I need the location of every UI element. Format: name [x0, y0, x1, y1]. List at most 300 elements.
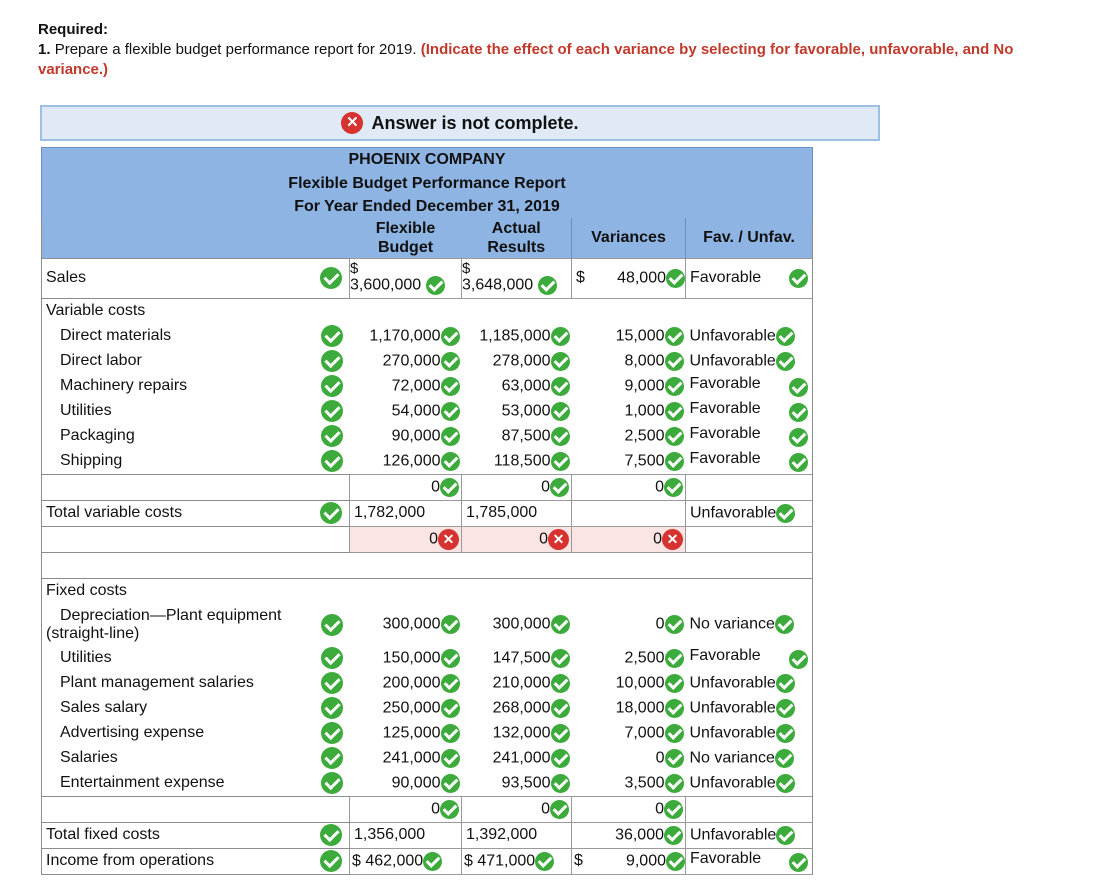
total-variable-actual [462, 500, 572, 526]
check-icon [551, 615, 570, 634]
required-number: 1. [38, 41, 51, 58]
check-icon [665, 327, 684, 346]
check-icon [665, 452, 684, 471]
fixed-actual-input[interactable] [462, 604, 572, 646]
sales-flexible-input[interactable] [350, 258, 462, 298]
check-icon [321, 375, 343, 397]
value: Favorable [689, 400, 761, 417]
check-icon [423, 852, 442, 871]
check-icon [789, 453, 808, 472]
check-icon [441, 749, 460, 768]
value: 93,500 [501, 774, 551, 792]
value: 10,000 [615, 674, 665, 692]
fixed-flexible-input[interactable] [350, 646, 462, 671]
check-icon [321, 672, 343, 694]
fixed-actual-input[interactable] [462, 696, 572, 721]
variable-variance-input[interactable] [572, 374, 686, 399]
check-icon [441, 327, 460, 346]
check-icon [775, 615, 794, 634]
check-icon [551, 452, 570, 471]
sales-effect-value: Favorable [690, 268, 762, 286]
fixed-variance-input[interactable] [572, 604, 686, 646]
dollar-sign: $ [350, 259, 359, 277]
required-heading: Required: [38, 21, 109, 38]
row-fixed-0 [42, 604, 813, 646]
value: Favorable [690, 850, 762, 867]
variable-effect-select[interactable] [686, 324, 813, 349]
value: 300,000 [382, 615, 441, 633]
value: 118,500 [493, 452, 551, 470]
fixed-effect-select[interactable] [686, 646, 813, 671]
blank-effect-select[interactable] [686, 474, 813, 500]
check-icon [666, 852, 685, 871]
variable-variance-input[interactable] [572, 449, 686, 475]
fixed-label: Entertainment expense [42, 771, 314, 797]
value: 241,000 [492, 749, 551, 767]
check-icon [538, 276, 557, 295]
check-icon [665, 615, 684, 634]
fixed-flexible-input[interactable] [350, 696, 462, 721]
check-icon [321, 747, 343, 769]
value: 0 [429, 530, 438, 548]
sales-actual-input[interactable] [462, 258, 572, 298]
total-variable-flexible [350, 500, 462, 526]
report-title: Flexible Budget Performance Report [42, 172, 813, 196]
sales-effect-select[interactable] [686, 258, 813, 298]
required-instruction: (Indicate the effect of each variance by selecting for favorable, unfavorable, and No variance.) [38, 41, 1014, 78]
row-variable-3 [42, 399, 813, 424]
sales-actual-value: 3,648,000 [462, 276, 534, 294]
row-fixed-2 [42, 671, 813, 696]
total-fixed-effect-select[interactable] [686, 822, 813, 848]
check-icon [441, 377, 460, 396]
value: 63,000 [501, 377, 551, 395]
fixed-label: Utilities [42, 646, 314, 671]
value: 0 [655, 478, 664, 496]
value: 126,000 [382, 452, 441, 470]
value: 2,500 [624, 427, 665, 445]
check-icon [775, 749, 794, 768]
value: 54,000 [391, 402, 441, 420]
check-icon [441, 724, 460, 743]
dollar-sign: $ [464, 852, 473, 870]
row-incorrect [42, 526, 813, 552]
value: Unfavorable [689, 674, 776, 692]
check-icon [665, 724, 684, 743]
variable-effect-select[interactable] [686, 374, 813, 399]
check-icon [789, 403, 808, 422]
value: 1,185,000 [479, 327, 551, 345]
sales-variance-value: 48,000 [617, 269, 666, 287]
fixed-actual-input[interactable] [462, 646, 572, 671]
incorrect-icon: ✕ [438, 529, 459, 550]
value: No variance [689, 615, 775, 633]
fixed-blank-variance-input[interactable] [572, 796, 686, 822]
value: 471,000 [477, 852, 536, 870]
variable-costs-heading: Variable costs [42, 298, 350, 324]
check-icon [666, 269, 685, 288]
sales-flexible-value: 3,600,000 [350, 276, 422, 294]
income-label: Income from operations [42, 848, 314, 874]
fixed-label: Advertising expense [42, 721, 314, 746]
check-icon [551, 327, 570, 346]
value: 150,000 [382, 649, 441, 667]
check-icon [551, 724, 570, 743]
sales-variance-input[interactable] [572, 258, 686, 298]
fixed-actual-input[interactable] [462, 721, 572, 746]
value: 147,500 [492, 649, 551, 667]
variable-actual-input[interactable] [462, 399, 572, 424]
required-task: Prepare a flexible budget performance report for 2019. [54, 41, 417, 58]
check-icon [551, 402, 570, 421]
value: Unfavorable [690, 504, 777, 522]
check-icon [441, 649, 460, 668]
fixed-actual-input[interactable] [462, 746, 572, 771]
fixed-label: Salaries [42, 746, 314, 771]
row-variable-5 [42, 449, 813, 475]
col-fav-unfav: Fav. / Unfav. [686, 218, 813, 258]
check-icon [776, 826, 795, 845]
required-text [38, 40, 1058, 80]
variable-flexible-input[interactable] [350, 449, 462, 475]
value: 3,500 [624, 774, 665, 792]
variable-actual-input[interactable] [462, 449, 572, 475]
value: 15,000 [615, 327, 665, 345]
value: 270,000 [382, 352, 441, 370]
blank-actual-input[interactable] [462, 474, 572, 500]
check-icon [789, 853, 808, 872]
dollar-sign: $ [574, 851, 583, 869]
col-flexible-budget: Flexible Budget [350, 218, 462, 258]
row-fixed-blank [42, 796, 813, 822]
value: 1,170,000 [369, 327, 441, 345]
blank-variance-input[interactable] [572, 474, 686, 500]
variable-label: Machinery repairs [42, 374, 314, 399]
check-icon [664, 478, 683, 497]
fixed-flexible-input[interactable] [350, 671, 462, 696]
check-icon [665, 402, 684, 421]
check-icon [440, 478, 459, 497]
total-variable-label: Total variable costs [42, 500, 314, 526]
row-variable-blank [42, 474, 813, 500]
performance-report-table [41, 147, 813, 875]
value: 462,000 [365, 852, 424, 870]
row-fixed-4 [42, 721, 813, 746]
check-icon [321, 450, 343, 472]
value: 90,000 [391, 774, 441, 792]
row-variable-4 [42, 424, 813, 449]
value: Favorable [689, 375, 761, 392]
total-fixed-label: Total fixed costs [42, 822, 314, 848]
value: Favorable [689, 647, 761, 664]
value: Unfavorable [690, 826, 777, 844]
variable-label: Direct materials [42, 324, 314, 349]
value: 0 [655, 800, 664, 818]
report-period: For Year Ended December 31, 2019 [42, 196, 813, 218]
value: 36,000 [615, 826, 664, 844]
row-variable-0 [42, 324, 813, 349]
check-icon [321, 400, 343, 422]
check-icon [664, 800, 683, 819]
check-icon [321, 697, 343, 719]
answer-status-banner [40, 105, 880, 141]
check-icon [426, 276, 445, 295]
row-sales [42, 258, 813, 298]
value: 132,000 [492, 724, 551, 742]
check-icon [321, 350, 343, 372]
variable-variance-input[interactable] [572, 424, 686, 449]
value: 0 [653, 530, 662, 548]
check-icon [441, 352, 460, 371]
value: 0 [541, 478, 550, 496]
value: 300,000 [492, 615, 551, 633]
check-icon [320, 267, 342, 289]
variable-effect-select[interactable] [686, 349, 813, 374]
check-icon [551, 649, 570, 668]
value: Unfavorable [689, 774, 776, 792]
fixed-blank-effect-select[interactable] [686, 796, 813, 822]
check-icon [321, 647, 343, 669]
col-actual-results: Actual Results [462, 218, 572, 258]
check-icon [321, 772, 343, 794]
variable-actual-input[interactable] [462, 324, 572, 349]
variable-effect-select[interactable] [686, 424, 813, 449]
check-icon [776, 352, 795, 371]
check-icon [440, 800, 459, 819]
check-icon [320, 850, 342, 872]
fixed-label: Depreciation—Plant equipment [60, 606, 282, 624]
fixed-effect-select[interactable] [686, 604, 813, 646]
fixed-flexible-input[interactable] [350, 604, 462, 646]
value: Favorable [689, 450, 761, 467]
check-icon [789, 269, 808, 288]
check-icon [665, 352, 684, 371]
fixed-flexible-input[interactable] [350, 746, 462, 771]
check-icon [551, 774, 570, 793]
value: 9,000 [624, 377, 665, 395]
incorrect-effect-select[interactable] [686, 526, 813, 552]
value: 1,782,000 [354, 504, 426, 521]
value: 200,000 [382, 674, 441, 692]
variable-label: Direct labor [42, 349, 314, 374]
check-icon [321, 325, 343, 347]
check-icon [551, 427, 570, 446]
variable-actual-input[interactable] [462, 349, 572, 374]
row-total-fixed [42, 822, 813, 848]
check-icon [551, 352, 570, 371]
value: 125,000 [382, 724, 441, 742]
value: No variance [689, 749, 775, 767]
check-icon [789, 428, 808, 447]
variable-flexible-input[interactable] [350, 349, 462, 374]
variable-effect-select[interactable] [686, 399, 813, 424]
variable-variance-input[interactable] [572, 399, 686, 424]
check-icon [441, 674, 460, 693]
sales-label: Sales [42, 258, 314, 298]
check-icon [441, 452, 460, 471]
variable-flexible-input[interactable] [350, 324, 462, 349]
variable-flexible-input[interactable] [350, 424, 462, 449]
check-icon [535, 852, 554, 871]
fixed-flexible-input[interactable] [350, 771, 462, 797]
income-flexible-input[interactable] [350, 848, 462, 874]
total-fixed-flexible [350, 822, 462, 848]
row-variable-2 [42, 374, 813, 399]
fixed-flexible-input[interactable] [350, 721, 462, 746]
fixed-costs-heading: Fixed costs [42, 578, 350, 604]
fixed-effect-select[interactable] [686, 671, 813, 696]
incorrect-icon: ✕ [548, 529, 569, 550]
value: Favorable [689, 425, 761, 442]
value: 210,000 [492, 674, 551, 692]
value: 1,392,000 [466, 826, 538, 843]
report-company: PHOENIX COMPANY [42, 148, 813, 173]
check-icon [776, 504, 795, 523]
value: 87,500 [501, 427, 551, 445]
check-icon [551, 674, 570, 693]
check-icon [550, 800, 569, 819]
row-fixed-3 [42, 696, 813, 721]
value: Unfavorable [689, 327, 776, 345]
variable-variance-input[interactable] [572, 324, 686, 349]
value: Unfavorable [689, 724, 776, 742]
income-effect-select[interactable] [686, 848, 813, 874]
check-icon [665, 377, 684, 396]
fixed-variance-input[interactable] [572, 746, 686, 771]
value: 72,000 [391, 377, 441, 395]
variable-actual-input[interactable] [462, 374, 572, 399]
fixed-effect-select[interactable] [686, 721, 813, 746]
value: 1,785,000 [466, 504, 538, 521]
blank-flexible-input[interactable] [350, 474, 462, 500]
total-fixed-actual [462, 822, 572, 848]
check-icon [665, 749, 684, 768]
fixed-actual-input[interactable] [462, 771, 572, 797]
value: 1,356,000 [354, 826, 426, 843]
variable-flexible-input[interactable] [350, 399, 462, 424]
fixed-variance-input[interactable] [572, 721, 686, 746]
dollar-sign: $ [352, 852, 361, 870]
value: 2,500 [624, 649, 665, 667]
value: 268,000 [492, 699, 551, 717]
value: 8,000 [624, 352, 665, 370]
row-fixed-6 [42, 771, 813, 797]
check-icon [321, 425, 343, 447]
check-icon [551, 699, 570, 718]
check-icon [441, 427, 460, 446]
incorrect-variance-input[interactable] [572, 526, 686, 552]
check-icon [551, 749, 570, 768]
row-total-variable [42, 500, 813, 526]
value: 0 [655, 615, 665, 633]
row-variable-1 [42, 349, 813, 374]
check-icon [665, 774, 684, 793]
value: Unfavorable [689, 699, 776, 717]
check-icon [321, 722, 343, 744]
variable-effect-select[interactable] [686, 449, 813, 475]
fixed-blank-flexible-input[interactable] [350, 796, 462, 822]
check-icon [320, 502, 342, 524]
instructions [38, 20, 1058, 80]
incorrect-icon: ✕ [662, 529, 683, 550]
check-icon [320, 824, 342, 846]
check-icon [665, 649, 684, 668]
value: 0 [655, 749, 665, 767]
fixed-variance-input[interactable] [572, 671, 686, 696]
value: 0 [539, 530, 548, 548]
fixed-variance-input[interactable] [572, 771, 686, 797]
total-variable-variance-input[interactable] [572, 500, 686, 526]
check-icon [550, 478, 569, 497]
fixed-effect-select[interactable] [686, 746, 813, 771]
check-icon [776, 774, 795, 793]
value: 250,000 [382, 699, 441, 717]
check-icon [441, 699, 460, 718]
check-icon [665, 427, 684, 446]
value: 0 [431, 800, 440, 818]
value: 241,000 [382, 749, 441, 767]
fixed-actual-input[interactable] [462, 671, 572, 696]
variable-label: Packaging [42, 424, 314, 449]
fixed-blank-actual-input[interactable] [462, 796, 572, 822]
incorrect-icon: ✕ [341, 112, 363, 134]
check-icon [776, 724, 795, 743]
value: 90,000 [391, 427, 441, 445]
value: 7,500 [624, 452, 665, 470]
check-icon [441, 615, 460, 634]
col-variances: Variances [572, 218, 686, 258]
income-variance-input[interactable] [572, 848, 686, 874]
value: Unfavorable [689, 352, 776, 370]
check-icon [776, 699, 795, 718]
fixed-label: Sales salary [42, 696, 314, 721]
fixed-label: Plant management salaries [42, 671, 314, 696]
dollar-sign: $ [462, 259, 471, 277]
row-fixed-5 [42, 746, 813, 771]
check-icon [776, 674, 795, 693]
variable-flexible-input[interactable] [350, 374, 462, 399]
variable-actual-input[interactable] [462, 424, 572, 449]
fixed-effect-select[interactable] [686, 696, 813, 721]
row-income [42, 848, 813, 874]
check-icon [665, 674, 684, 693]
check-icon [441, 774, 460, 793]
fixed-variance-input[interactable] [572, 646, 686, 671]
total-fixed-variance-input[interactable] [572, 822, 686, 848]
incorrect-actual-input[interactable] [462, 526, 572, 552]
value: 0 [541, 800, 550, 818]
incorrect-flexible-input[interactable] [350, 526, 462, 552]
dollar-sign: $ [576, 268, 585, 286]
value: 53,000 [501, 402, 551, 420]
fixed-effect-select[interactable] [686, 771, 813, 797]
answer-status-text: Answer is not complete. [371, 112, 579, 133]
fixed-variance-input[interactable] [572, 696, 686, 721]
check-icon [551, 377, 570, 396]
variable-label: Shipping [42, 449, 314, 475]
value: 9,000 [625, 852, 666, 870]
value: 0 [431, 478, 440, 496]
variable-variance-input[interactable] [572, 349, 686, 374]
value: 7,000 [624, 724, 665, 742]
check-icon [441, 402, 460, 421]
total-variable-effect-select[interactable] [686, 500, 813, 526]
fixed-label-cont: (straight-line) [46, 624, 140, 642]
value: 18,000 [615, 699, 665, 717]
check-icon [789, 650, 808, 669]
value: 278,000 [492, 352, 551, 370]
income-actual-input[interactable] [462, 848, 572, 874]
